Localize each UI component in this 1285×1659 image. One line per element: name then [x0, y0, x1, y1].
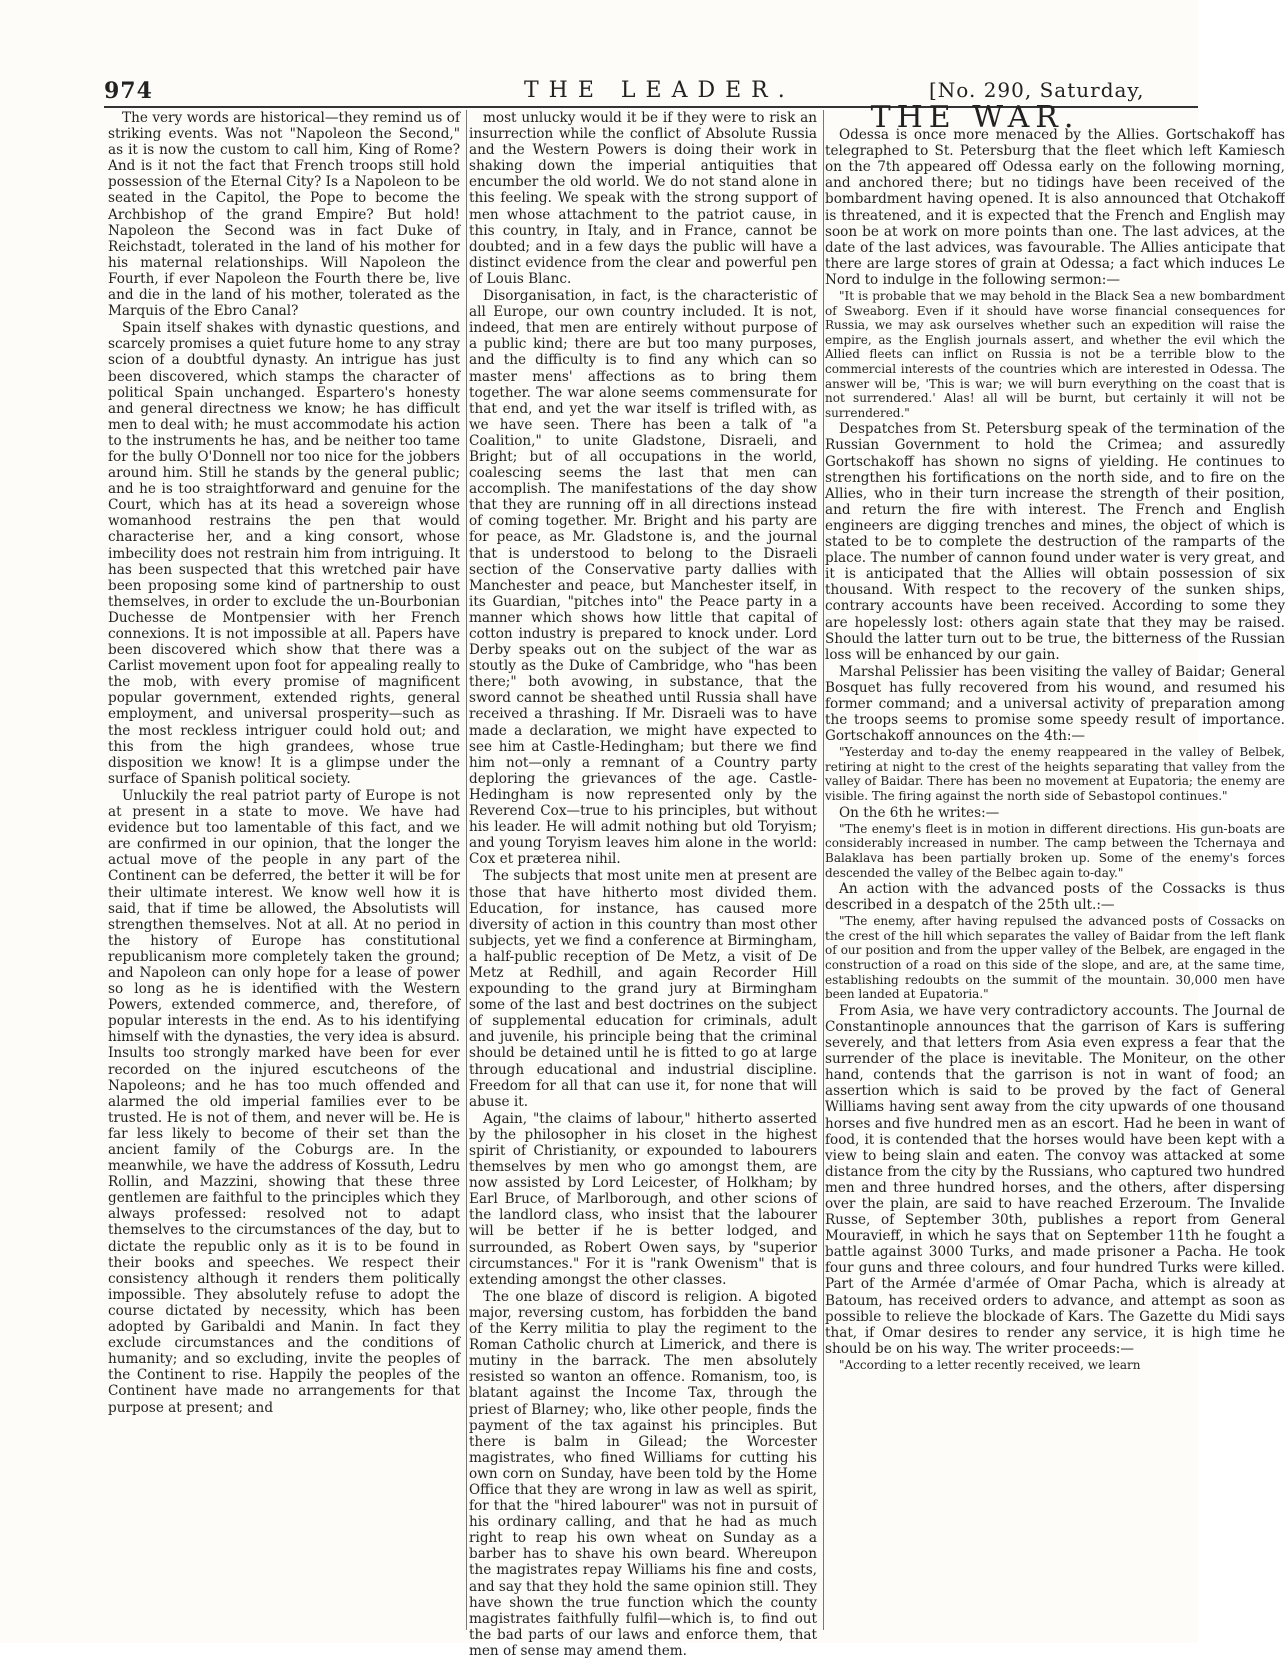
article-column-2	[469, 110, 824, 1659]
paragraph: The subjects that most unite men at present are those that have hitherto most divided them. Education, for instance, has caused more diversity of action in this country than most other subjects, yet we find a conference at Birmingham, a half-public reception of De Metz, a visit of De Metz at Redhill, and again Recorder Hill expounding to the grand jury at Birmingham some of the last and best doctrines on the subject of supplemental education for criminals, adult and juvenile, his principle being that the criminal should be detained until he is fitted to go at large through educational and industrial discipline. Freedom for all that can use it, for none that will abuse it.	[469, 868, 817, 1110]
paragraph: An action with the advanced posts of the Cossacks is thus described in a despatch of the 25th ult.:—	[825, 881, 1285, 914]
paragraph: Despatches from St. Petersburg speak of the termination of the Russian Government to hold the Crimea; and assuredly Gortschakoff has shown no signs of yielding. He continues to strengthen his fortifications on the north side, and to fire on the Allies, who in their turn increase the strength of their position, and return the fire with interest. The French and English engineers are digging trenches and mines, the object of which is stated to be to complete the destruction of the ramparts of the place. The number of cannon found under water is very great, and it is anticipated that the Allies will obtain possession of six thousand. With respect to the recovery of the sunken ships, contrary accounts have been received. According to some they are hopelessly lost: others again state that they may be raised. Should the latter turn out to be true, the bitterness of the Russian loss will be enhanced by our gain.	[825, 421, 1285, 663]
article-column-1	[108, 110, 467, 1630]
paragraph: Odessa is once more menaced by the Allies. Gortschakoff has telegraphed to St. Petersburg that the fleet which left Kamiesch on the 7th appeared off Odessa early on the following morning, and anchored there; but no tidings have been received of the bombardment having opened. It is also announced that Otchakoff is threatened, and it is expected that the French and English may soon be at work on more points than one. The last advices, at the date of the last advices, was favourable. The Allies anticipate that there are large stores of grain at Odessa; a fact which induces Le Nord to indulge in the following sermon:—	[825, 127, 1285, 288]
paragraph: Marshal Pelissier has been visiting the valley of Baidar; General Bosquet has fully recovered from his wound, and resumed his former command; and a universal activity of preparation among the troops seems to promise some speedy result of importance. Gortschakoff announces on the 4th:—	[825, 663, 1285, 745]
paragraph: Spain itself shakes with dynastic questions, and scarcely promises a quiet future home to any stray scion of a doubtful dynasty. An intrigue has just been discovered, which stamps the character of political Spain unchanged. Espartero's honesty and general directness we know; he has difficult men to deal with; he must accommodate his action to the instruments he has, and be neither too tame for the bully O'Donnell nor too nice for the jobbers around him. Still he stands by the general public; and he is too straightforward and genuine for the Court, which has at its head a sovereign whose womanhood restrains the pen that would characterise her, and a king consort, whose imbecility does not restrain him from intriguing. It has been suspected that this wretched pair have been proposing some kind of partnership to oust themselves, in order to exclude the un-Bourbonian Duchesse de Montpensier with her French connexions. It is not impossible at all. Papers have been discovered which show that there was a Carlist movement upon foot for appealing really to the mob, with every promise of magnificent popular government, extended rights, general employment, and universal prosperity—such as the most reckless intriguer could hold out; and this from the high grandees, whose true disposition we know! It is a glimpse under the surface of Spanish political society.	[108, 320, 460, 787]
quoted-extract: "According to a letter recently received, we learn	[839, 1357, 1141, 1372]
issue-info: [No. 290, Saturday,	[929, 78, 1145, 102]
section-heading: THE WAR.	[870, 100, 1080, 135]
quoted-extract: "Yesterday and to-day the enemy reappeared in the valley of Belbek, retiring at night to the crest of the heights separating that valley from the valley of Baidar. There has been no movement at Eupatoria; the enemy are visible. The firing against the north side of Sebastopol continues."	[825, 745, 1285, 804]
paragraph: Unluckily the real patriot party of Europe is not at present in a state to move. We have had evidence but too lamentable of this fact, and we are confirmed in our opinion, that the longer the actual move of the people in any part of the Continent can be deferred, the better it will be for their ultimate interest. We know well how it is said, that if time be allowed, the Absolutists will strengthen themselves. Not at all. At no period in the history of Europe has constitutional republicanism more completely taken the ground; and Napoleon can only hope for a lease of power so long as he is identified with the Western Powers, extended commerce, and, therefore, of popular interests in the end. As to his identifying himself with the dynasties, the very idea is absurd. Insults too strongly marked have been for ever recorded on the injured escutcheons of the Napoleons; and he has too much offended and alarmed the old imperial families ever to be trusted. He is not of them, and never will be. He is far less likely to become of their set than the ancient family of the Coburgs are. In the meanwhile, we have the address of Kossuth, Ledru Rollin, and Mazzini, showing that these three gentlemen are faithful to the principles which they always professed: resolved not to adapt themselves to the circumstances of the day, but to dictate the republic only as it is to be found in their books and speeches. We respect their consistency although it renders them politically impossible. They absolutely refuse to adopt the course dictated by necessity, which has been adopted by Garibaldi and Manin. In fact they exclude circumstances and the conditions of humanity; and so excluding, invite the peoples of the Continent to rise. Happily the peoples of the Continent have made no arrangements for that purpose at present; and	[108, 787, 460, 1416]
paragraph: On the 6th he writes:—	[839, 804, 1000, 821]
paragraph: The one blaze of discord is religion. A bigoted major, reversing custom, has forbidden the band of the Kerry militia to play the regiment to the Roman Catholic church at Limerick, and there is mutiny in the barrack. The men absolutely resisted so wanton an offence. Romanism, too, is blatant against the Income Tax, through the priest of Blarney; who, like other people, finds the payment of the tax against his principles. But there is balm in Gilead; the Worcester magistrates, who fined Williams for cutting his own corn on Sunday, have been told by the Home Office that they are wrong in law as well as spirit, for that the "hired labourer" was not in pursuit of his ordinary calling, and that he had as much right to reap his own wheat on Sunday as a barber has to shave his own beard. Whereupon the magistrates repay Williams his fine and costs, and say that they hold the same opinion still. They have shown the true function which the county magistrates faithfully fulfil—which is, to find out the bad parts of our laws and enforce them, that men of sense may amend them.	[469, 1288, 817, 1659]
quoted-extract: "It is probable that we may behold in the Black Sea a new bombardment of Sweaborg. Even if it should have worse financial consequences for Russia, we may ask ourselves whether such an expedition will raise the empire, as the English journals assert, and whether the evil which the Allied fleets can inflict on Russia is not be a terrible blow to the commercial interests of the countries which are interested in Odessa. The answer will be, 'This is war; we will burn everything on the coast that is not surrendered.' Alas! all will be burnt, but certainly it will not be surrendered."	[825, 289, 1285, 420]
quoted-extract: "The enemy, after having repulsed the advanced posts of Cossacks on the crest of the hill which separates the valley of Baidar from the left flank of our position and from the upper valley of the Belbek, are engaged in the construction of a road on this side of the slope, and are, at the same time, establishing redoubts on the summit of the mountain. 30,000 men have been landed at Eupatoria."	[825, 914, 1285, 1002]
paper-title: THE LEADER.	[524, 78, 795, 103]
paragraph: Again, "the claims of labour," hitherto asserted by the philosopher in his closet in the highest spirit of Christianity, or expounded to labourers themselves by men who go amongst them, are now assisted by Lord Leicester, of Holkham; by Earl Bruce, of Marlborough, and other scions of the landlord class, who insist that the labourer will be better if he is better lodged, and surrounded, as Robert Owen says, by "superior circumstances." For it is "rank Owenism" that is extending amongst the other classes.	[469, 1110, 817, 1288]
paragraph: most unlucky would it be if they were to risk an insurrection while the conflict of Absolute Russia and the Western Powers is doing their work in shaking down the imperial antiquities that encumber the old world. We do not stand alone in this feeling. We speak with the strong support of men whose attachment to the patriot cause, in this country, in Italy, and in France, cannot be doubted; and in a few days the public will have a distinct evidence from the clear and powerful pen of Louis Blanc.	[469, 110, 817, 287]
quoted-extract: "The enemy's fleet is in motion in different directions. His gun-boats are considerably increased in number. The camp between the Tchernaya and Balaklava has been partially broken up. Some of the enemy's forces descended the valley of the Belbec again to-day."	[825, 821, 1285, 880]
paragraph: The very words are historical—they remind us of striking events. Was not "Napoleon the Second," as it is now the custom to call him, King of Rome? And is it not the fact that French troops still hold possession of the Eternal City? Is a Napoleon to be seated in the Capitol, the Pope to become the Archbishop of the grand Empire? But hold! Napoleon the Second was in fact Duke of Reichstadt, tolerated in the land of his mother for his maternal relationships. Will Napoleon the Fourth, if ever Napoleon the Fourth there be, live and die in the land of his mother, tolerated as the Marquis of the Ebro Canal?	[108, 110, 460, 320]
article-column-3	[825, 100, 1285, 1630]
paragraph: From Asia, we have very contradictory accounts. The Journal de Constantinople announces that the garrison of Kars is suffering severely, and that letters from Asia even express a fear that the surrender of the place is inevitable. The Moniteur, on the other hand, contends that the garrison is not in want of food; an assertion which is said to be proved by the fact of General Williams having sent away from the city upwards of one thousand horses and five hundred men as an escort. Had he been in want of food, it is contended that the horses would have been kept with a view to being slain and eaten. The convoy was attacked at some distance from the city by the Russians, who captured two hundred men and three hundred horses, and the others, after dispersing over the plain, are said to have reached Erzeroum. The Invalide Russe, of September 30th, publishes a report from General Mouravieff, in which he says that on September 11th he fought a battle against 3000 Turks, and made prisoner a Pacha. He took four guns and three colours, and four hundred Turks were killed. Part of the Armée d'armée of Omar Pacha, which is already at Batoum, has received orders to advance, and attempt as soon as possible to relieve the blockade of Kars. The Gazette du Midi says that, if Omar desires to render any service, it is high time he should be on his way. The writer proceeds:—	[825, 1002, 1285, 1357]
page-number: 974	[104, 78, 153, 104]
war-news-text	[825, 127, 1285, 1372]
paragraph: Disorganisation, in fact, is the characteristic of all Europe, our own country included. It is not, indeed, that men are entirely without purpose of a public kind; there are but too many purposes, and the difficulty is to find any which can so master mens' affections as to bring them together. The war alone seems commensurate for that end, and yet the war itself is trifled with, as we have seen. There has been a talk of "a Coalition," to unite Gladstone, Disraeli, and Bright; but of all occupations in the world, coalescing seems the last that men can accomplish. The manifestations of the day show that they are running off in all directions instead of coming together. Mr. Bright and his party are for peace, as Mr. Gladstone is, and the journal that is understood to belong to the Disraeli section of the Conservative party dallies with Manchester and peace, but Manchester itself, in its Guardian, "pitches into" the Peace party in a manner which shows how little that capital of cotton industry is prepared to knock under. Lord Derby speaks out on the subject of the war as stoutly as the Duke of Cambridge, who "has been there;" both avowing, in substance, that the sword cannot be sheathed until Russia shall have received a thrashing. If Mr. Disraeli was to have made a declaration, we might have expected to see him at Castle-Hedingham; but there we find him not—only a remnant of a Country party deploring the grievances of the age. Castle-Hedingham is now represented only by the Reverend Cox—true to his principles, but without his leader. He will admit nothing but old Toryism; and young Toryism leaves him alone in the world: Cox et præterea nihil.	[469, 288, 817, 868]
